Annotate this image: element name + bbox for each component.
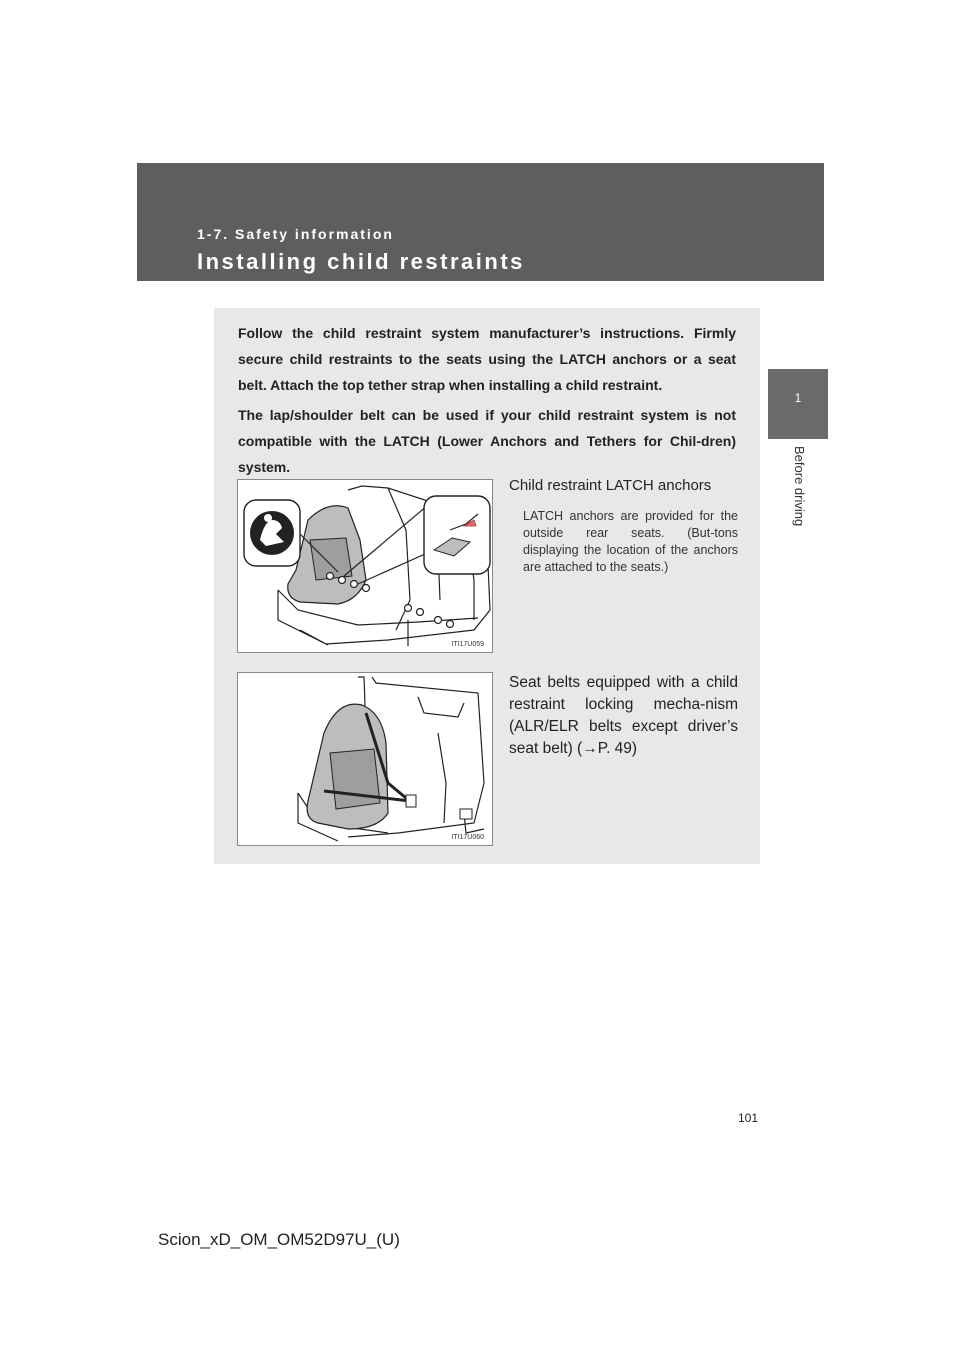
page-title: Installing child restraints (197, 249, 525, 274)
chapter-tab-label: Before driving (792, 446, 807, 527)
section-label: 1-7. Safety information (197, 226, 394, 242)
intro-paragraph: Follow the child restraint system manufacturer’s instructions. Firmly secure child restraints to the seats using the LATCH anchors or a seat belt. Attach the top tether strap when installing a child restraint. (238, 325, 736, 393)
item-heading-latch: Child restraint LATCH anchors (509, 477, 712, 494)
latch-anchors-illustration (237, 479, 493, 653)
seat-belt-drawing (238, 673, 492, 845)
header-band (137, 163, 824, 281)
item-heading-seat-belt: Seat belts equipped with a child restraint locking mecha-nism (ALR/ELR belts except driver’s seat belt) (→P. 49) (509, 674, 738, 757)
content-box (214, 308, 760, 864)
chapter-tab[interactable] (768, 369, 828, 439)
figure-code: ITI17U060 (451, 834, 484, 841)
seat-belt-illustration (237, 672, 493, 846)
page-number: 101 (738, 1111, 759, 1125)
chapter-tab-number: 1 (794, 391, 802, 405)
intro-paragraph-2: The lap/shoulder belt can be used if your child restraint system is not compatible with the LATCH (Lower Anchors and Tethers for Chil-dren) system. (238, 407, 736, 475)
latch-anchors-drawing (238, 480, 492, 652)
figure-code: ITI17U059 (451, 641, 484, 648)
item-description-latch: LATCH anchors are provided for the outside rear seats. (But-tons displaying the location of the anchors are attached to the seats.) (523, 509, 738, 574)
document-code: Scion_xD_OM_OM52D97U_(U) (158, 1230, 400, 1249)
